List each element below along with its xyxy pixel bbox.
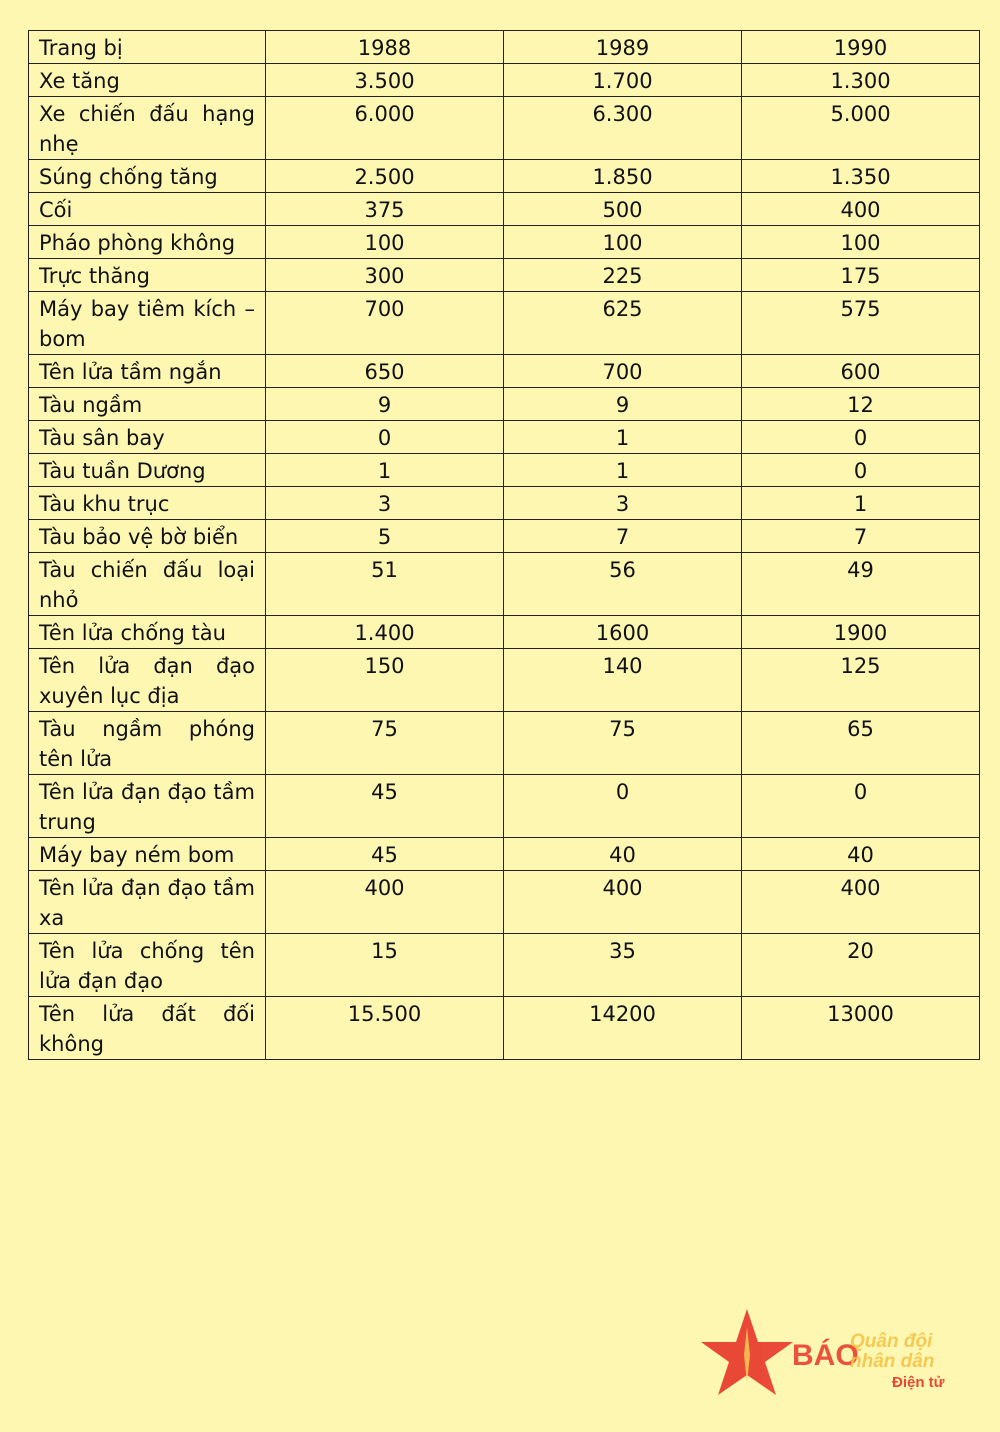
table-row xyxy=(29,64,980,97)
equipment-name: Tàu ngầm xyxy=(29,388,266,421)
header-equipment: Trang bị xyxy=(29,31,266,64)
newspaper-watermark xyxy=(700,1305,960,1405)
table-body xyxy=(29,31,980,1060)
value-1990: 1 xyxy=(742,487,980,520)
equipment-table xyxy=(28,30,980,1060)
value-1989: 400 xyxy=(504,871,742,934)
value-1988: 150 xyxy=(266,649,504,712)
value-1989: 3 xyxy=(504,487,742,520)
value-1988: 2.500 xyxy=(266,160,504,193)
table-row xyxy=(29,838,980,871)
table-row xyxy=(29,355,980,388)
equipment-name: Trực thăng xyxy=(29,259,266,292)
value-1988: 700 xyxy=(266,292,504,355)
table-row xyxy=(29,388,980,421)
equipment-name: Xe chiến đấu hạng nhẹ xyxy=(29,97,266,160)
watermark-bao: BÁO xyxy=(792,1339,859,1372)
value-1989: 56 xyxy=(504,553,742,616)
equipment-name: Cối xyxy=(29,193,266,226)
table-row xyxy=(29,259,980,292)
value-1989: 1.850 xyxy=(504,160,742,193)
value-1990: 125 xyxy=(742,649,980,712)
value-1990: 7 xyxy=(742,520,980,553)
equipment-name: Tàu khu trục xyxy=(29,487,266,520)
value-1988: 75 xyxy=(266,712,504,775)
value-1989: 0 xyxy=(504,775,742,838)
value-1990: 13000 xyxy=(742,997,980,1060)
value-1990: 65 xyxy=(742,712,980,775)
value-1990: 5.000 xyxy=(742,97,980,160)
table-row xyxy=(29,934,980,997)
equipment-name: Máy bay ném bom xyxy=(29,838,266,871)
table-header-row xyxy=(29,31,980,64)
equipment-name: Súng chống tăng xyxy=(29,160,266,193)
value-1990: 0 xyxy=(742,454,980,487)
value-1990: 0 xyxy=(742,421,980,454)
value-1989: 1.700 xyxy=(504,64,742,97)
value-1988: 3.500 xyxy=(266,64,504,97)
value-1990: 20 xyxy=(742,934,980,997)
value-1990: 600 xyxy=(742,355,980,388)
value-1989: 7 xyxy=(504,520,742,553)
value-1989: 1 xyxy=(504,454,742,487)
value-1989: 75 xyxy=(504,712,742,775)
value-1989: 9 xyxy=(504,388,742,421)
table-row xyxy=(29,997,980,1060)
table-row xyxy=(29,616,980,649)
watermark-quan-doi: Quân đội xyxy=(850,1331,933,1352)
value-1990: 0 xyxy=(742,775,980,838)
value-1990: 1900 xyxy=(742,616,980,649)
value-1988: 1.400 xyxy=(266,616,504,649)
equipment-name: Tàu tuần Dương xyxy=(29,454,266,487)
value-1988: 6.000 xyxy=(266,97,504,160)
value-1990: 1.300 xyxy=(742,64,980,97)
header-year-1990: 1990 xyxy=(742,31,980,64)
value-1990: 575 xyxy=(742,292,980,355)
table-row xyxy=(29,775,980,838)
value-1989: 100 xyxy=(504,226,742,259)
equipment-name: Tên lửa tầm ngắn xyxy=(29,355,266,388)
header-year-1989: 1989 xyxy=(504,31,742,64)
table-row xyxy=(29,193,980,226)
value-1988: 0 xyxy=(266,421,504,454)
value-1988: 45 xyxy=(266,838,504,871)
value-1990: 40 xyxy=(742,838,980,871)
table-row xyxy=(29,226,980,259)
value-1988: 3 xyxy=(266,487,504,520)
value-1988: 15.500 xyxy=(266,997,504,1060)
value-1989: 35 xyxy=(504,934,742,997)
table-row xyxy=(29,520,980,553)
table-row xyxy=(29,292,980,355)
value-1990: 12 xyxy=(742,388,980,421)
value-1988: 15 xyxy=(266,934,504,997)
table-row xyxy=(29,871,980,934)
table-row xyxy=(29,160,980,193)
value-1990: 175 xyxy=(742,259,980,292)
value-1988: 100 xyxy=(266,226,504,259)
equipment-name: Tàu sân bay xyxy=(29,421,266,454)
equipment-name: Xe tăng xyxy=(29,64,266,97)
table-row xyxy=(29,421,980,454)
value-1988: 51 xyxy=(266,553,504,616)
table-row xyxy=(29,649,980,712)
value-1989: 1600 xyxy=(504,616,742,649)
equipment-name: Tên lửa đất đối không xyxy=(29,997,266,1060)
value-1990: 400 xyxy=(742,193,980,226)
table-row xyxy=(29,712,980,775)
equipment-name: Pháo phòng không xyxy=(29,226,266,259)
table-row xyxy=(29,553,980,616)
equipment-name: Tên lửa chống tàu xyxy=(29,616,266,649)
value-1988: 5 xyxy=(266,520,504,553)
watermark-dien-tu: Điện tử xyxy=(892,1374,945,1391)
value-1989: 225 xyxy=(504,259,742,292)
value-1990: 100 xyxy=(742,226,980,259)
equipment-name: Tàu bảo vệ bờ biển xyxy=(29,520,266,553)
value-1990: 49 xyxy=(742,553,980,616)
value-1988: 45 xyxy=(266,775,504,838)
value-1990: 1.350 xyxy=(742,160,980,193)
equipment-name: Tàu chiến đấu loại nhỏ xyxy=(29,553,266,616)
value-1988: 650 xyxy=(266,355,504,388)
value-1988: 1 xyxy=(266,454,504,487)
value-1989: 700 xyxy=(504,355,742,388)
value-1989: 40 xyxy=(504,838,742,871)
table-row xyxy=(29,487,980,520)
value-1989: 6.300 xyxy=(504,97,742,160)
value-1988: 400 xyxy=(266,871,504,934)
equipment-name: Tên lửa chống tên lửa đạn đạo xyxy=(29,934,266,997)
equipment-name: Máy bay tiêm kích – bom xyxy=(29,292,266,355)
equipment-name: Tên lửa đạn đạo tầm trung xyxy=(29,775,266,838)
equipment-name: Tên lửa đạn đạo tầm xa xyxy=(29,871,266,934)
watermark-nhan-dan: nhân dân xyxy=(850,1351,935,1372)
value-1989: 625 xyxy=(504,292,742,355)
value-1989: 140 xyxy=(504,649,742,712)
table-row xyxy=(29,97,980,160)
table-row xyxy=(29,454,980,487)
equipment-name: Tên lửa đạn đạo xuyên lục địa xyxy=(29,649,266,712)
value-1990: 400 xyxy=(742,871,980,934)
value-1988: 9 xyxy=(266,388,504,421)
red-star-icon xyxy=(701,1309,793,1395)
value-1988: 375 xyxy=(266,193,504,226)
value-1989: 14200 xyxy=(504,997,742,1060)
value-1988: 300 xyxy=(266,259,504,292)
header-year-1988: 1988 xyxy=(266,31,504,64)
value-1989: 1 xyxy=(504,421,742,454)
equipment-name: Tàu ngầm phóng tên lửa xyxy=(29,712,266,775)
value-1989: 500 xyxy=(504,193,742,226)
